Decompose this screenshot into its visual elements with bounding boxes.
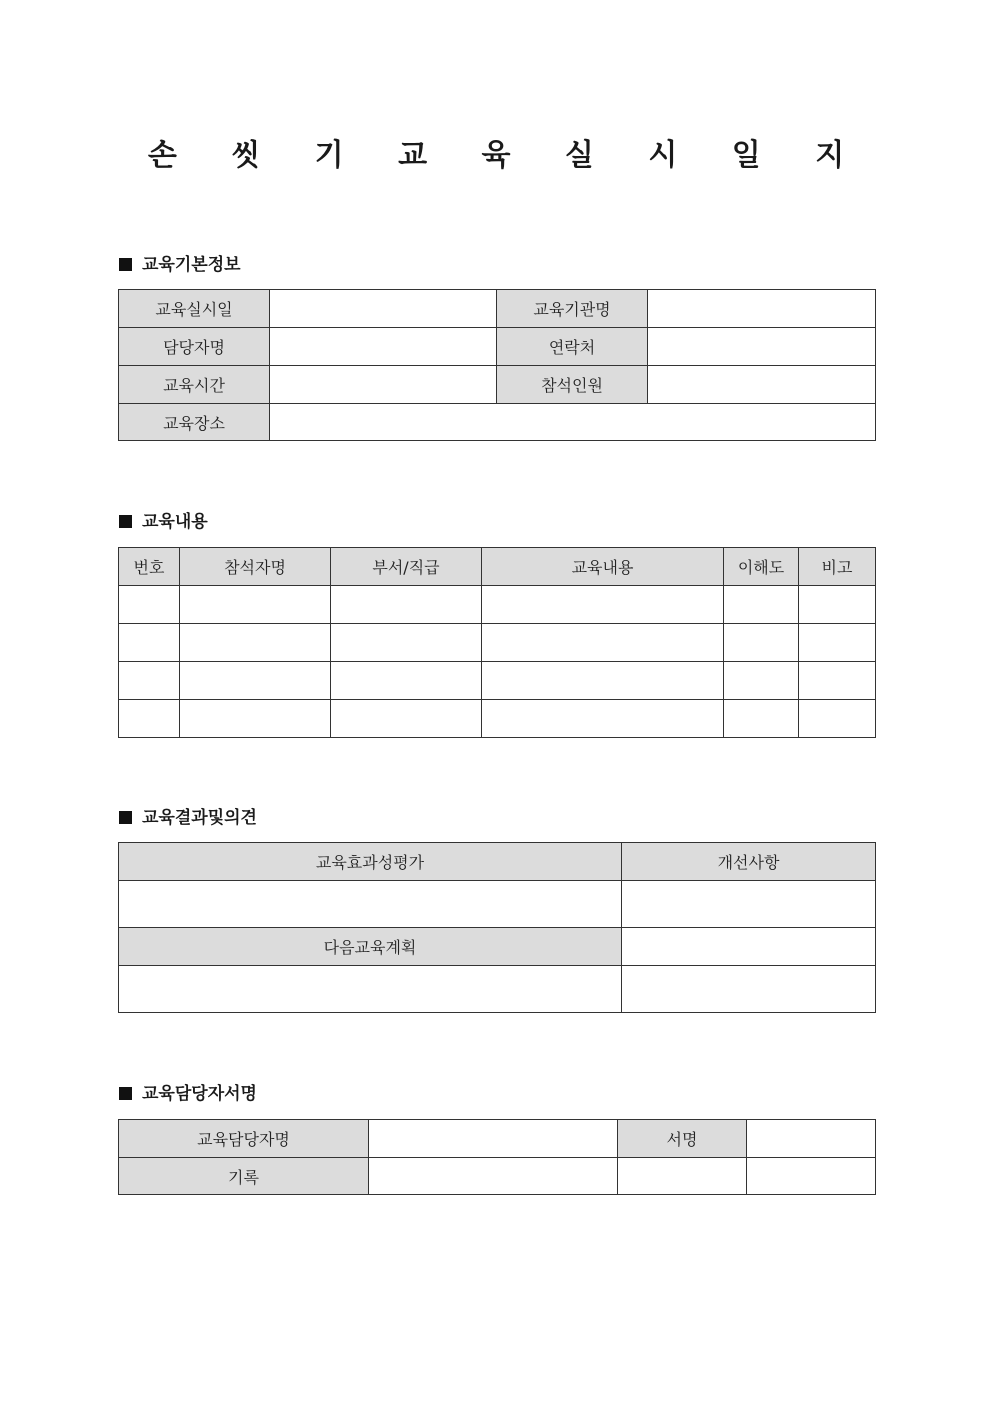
table-row (119, 928, 876, 966)
table-row (119, 966, 876, 1013)
signature-heading-text: 교육담당자서명 (142, 1084, 257, 1104)
table-cell[interactable] (799, 624, 876, 662)
attendees-label: 참석인원 (497, 366, 648, 404)
next-plan-field[interactable] (119, 966, 622, 1013)
improvement-field[interactable] (622, 881, 876, 928)
table-row (119, 404, 876, 441)
results-heading-text: 교육결과및의견 (142, 808, 257, 828)
table-row (119, 290, 876, 328)
square-bullet-icon (119, 258, 132, 271)
improvement-field-extra[interactable] (622, 966, 876, 1013)
table-cell[interactable] (119, 586, 180, 624)
square-bullet-icon (119, 515, 132, 528)
record-label: 기록 (119, 1158, 369, 1195)
square-bullet-icon (119, 1087, 132, 1100)
table-cell[interactable] (724, 662, 799, 700)
effect-field[interactable] (119, 881, 622, 928)
table-cell[interactable] (482, 624, 724, 662)
sign-field[interactable] (747, 1120, 876, 1158)
attendees-field[interactable] (648, 366, 876, 404)
table-cell[interactable] (180, 662, 331, 700)
improvement-field-extra[interactable] (622, 928, 876, 966)
table-cell[interactable] (799, 700, 876, 738)
col-number-header: 번호 (119, 548, 180, 586)
manager-field[interactable] (270, 328, 497, 366)
location-label: 교육장소 (119, 404, 270, 441)
table-cell[interactable] (482, 586, 724, 624)
sign-label: 서명 (618, 1120, 747, 1158)
table-row (119, 662, 876, 700)
results-heading (119, 807, 257, 829)
table-row (119, 624, 876, 662)
table-row (119, 881, 876, 928)
time-field[interactable] (270, 366, 497, 404)
table-cell[interactable] (482, 700, 724, 738)
table-row (119, 366, 876, 404)
table-row (119, 1158, 876, 1195)
content-table (118, 547, 876, 738)
contact-label: 연락처 (497, 328, 648, 366)
institution-label: 교육기관명 (497, 290, 648, 328)
col-understanding-header: 이해도 (724, 548, 799, 586)
table-header-row (119, 548, 876, 586)
manager-name-label: 교육담당자명 (119, 1120, 369, 1158)
table-cell[interactable] (482, 662, 724, 700)
square-bullet-icon (119, 811, 132, 824)
effect-label: 교육효과성평가 (119, 843, 622, 881)
table-cell[interactable] (724, 624, 799, 662)
date-label: 교육실시일 (119, 290, 270, 328)
signature-heading (119, 1083, 257, 1105)
manager-name-field[interactable] (369, 1120, 618, 1158)
record-field[interactable] (369, 1158, 618, 1195)
table-cell[interactable] (799, 662, 876, 700)
col-attendee-header: 참석자명 (180, 548, 331, 586)
improvement-label: 개선사항 (622, 843, 876, 881)
basic-info-table (118, 289, 876, 441)
table-row (119, 586, 876, 624)
content-heading-text: 교육내용 (142, 512, 208, 532)
results-table (118, 842, 876, 1013)
table-row (119, 700, 876, 738)
table-cell[interactable] (331, 700, 482, 738)
table-row (119, 328, 876, 366)
table-cell[interactable] (331, 586, 482, 624)
table-cell[interactable] (180, 624, 331, 662)
col-remarks-header: 비고 (799, 548, 876, 586)
page-title: 손 씻 기 교 육 실 시 일 지 (147, 138, 867, 173)
table-cell[interactable] (799, 586, 876, 624)
table-cell[interactable] (119, 700, 180, 738)
table-cell[interactable] (180, 700, 331, 738)
col-content-header: 교육내용 (482, 548, 724, 586)
contact-field[interactable] (648, 328, 876, 366)
record-extra-field[interactable] (618, 1158, 747, 1195)
location-field[interactable] (270, 404, 876, 441)
col-department-header: 부서/직급 (331, 548, 482, 586)
time-label: 교육시간 (119, 366, 270, 404)
basic-info-heading (119, 254, 241, 276)
table-cell[interactable] (331, 662, 482, 700)
table-cell[interactable] (724, 586, 799, 624)
signature-table (118, 1119, 876, 1195)
table-header-row (119, 843, 876, 881)
table-cell[interactable] (724, 700, 799, 738)
table-cell[interactable] (119, 662, 180, 700)
table-cell[interactable] (119, 624, 180, 662)
manager-label: 담당자명 (119, 328, 270, 366)
institution-field[interactable] (648, 290, 876, 328)
record-extra-field[interactable] (747, 1158, 876, 1195)
date-field[interactable] (270, 290, 497, 328)
table-row (119, 1120, 876, 1158)
table-cell[interactable] (180, 586, 331, 624)
table-cell[interactable] (331, 624, 482, 662)
next-plan-label: 다음교육계획 (119, 928, 622, 966)
content-heading (119, 511, 208, 533)
basic-info-heading-text: 교육기본정보 (142, 255, 241, 275)
